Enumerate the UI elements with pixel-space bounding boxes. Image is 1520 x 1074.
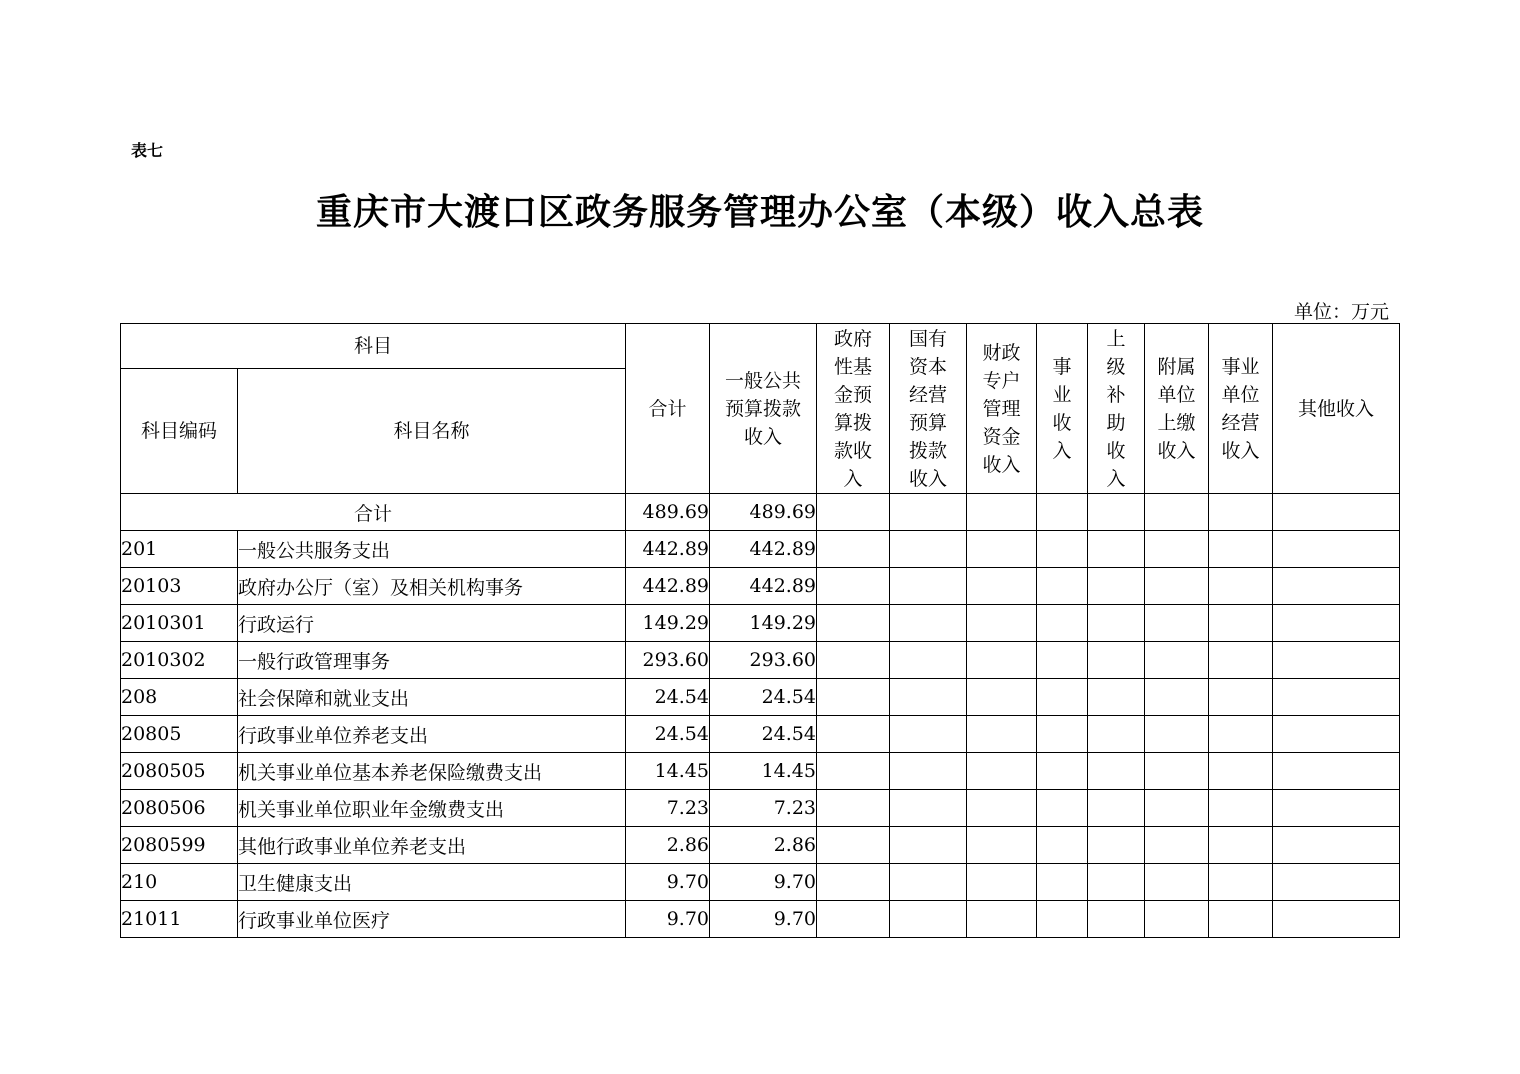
empty-cell: [1145, 753, 1209, 790]
row-code: 2080505: [121, 753, 238, 790]
empty-cell: [1088, 864, 1145, 901]
empty-cell: [817, 642, 890, 679]
row-general: 24.54: [710, 716, 817, 753]
table-row: [121, 864, 1400, 901]
empty-cell: [890, 827, 967, 864]
row-general: 9.70: [710, 901, 817, 938]
row-code: 2080599: [121, 827, 238, 864]
header-other: 其他收入: [1273, 324, 1400, 494]
empty-cell: [1037, 642, 1088, 679]
row-total: 9.70: [626, 864, 710, 901]
empty-cell: [967, 679, 1037, 716]
empty-cell: [1145, 568, 1209, 605]
row-total: 9.70: [626, 901, 710, 938]
header-business-income: 事 业 收 入: [1037, 324, 1088, 494]
empty-cell: [1209, 679, 1273, 716]
row-code: 2080506: [121, 790, 238, 827]
empty-cell: [1088, 753, 1145, 790]
header-state-capital: 国有 资本 经营 预算 拨款 收入: [890, 324, 967, 494]
empty-cell: [1037, 753, 1088, 790]
empty-cell: [817, 716, 890, 753]
row-total: 442.89: [626, 568, 710, 605]
empty-cell: [1209, 605, 1273, 642]
table-row: [121, 901, 1400, 938]
empty-cell: [1209, 901, 1273, 938]
empty-cell: [967, 790, 1037, 827]
empty-cell: [967, 827, 1037, 864]
table-row: [121, 605, 1400, 642]
table-number: 表七: [131, 141, 164, 160]
table-row: [121, 531, 1400, 568]
empty-cell: [1145, 790, 1209, 827]
header-general-budget: 一般公共 预算拨款 收入: [710, 324, 817, 494]
empty-cell: [1037, 716, 1088, 753]
empty-cell: [1145, 605, 1209, 642]
row-name: 机关事业单位职业年金缴费支出: [238, 790, 626, 827]
empty-cell: [1273, 568, 1400, 605]
row-code: 201: [121, 531, 238, 568]
row-general: 7.23: [710, 790, 817, 827]
row-code: 2010302: [121, 642, 238, 679]
total-label: 合计: [121, 494, 626, 531]
total-value: 489.69: [626, 494, 710, 531]
empty-cell: [1273, 901, 1400, 938]
empty-cell: [1037, 531, 1088, 568]
empty-cell: [1273, 827, 1400, 864]
empty-cell: [1088, 568, 1145, 605]
empty-cell: [967, 531, 1037, 568]
empty-cell: [1037, 568, 1088, 605]
unit-label: 单位：万元: [1293, 301, 1389, 323]
row-name: 政府办公厅（室）及相关机构事务: [238, 568, 626, 605]
empty-cell: [1145, 716, 1209, 753]
row-general: 14.45: [710, 753, 817, 790]
row-name: 一般行政管理事务: [238, 642, 626, 679]
row-total: 24.54: [626, 716, 710, 753]
row-total: 293.60: [626, 642, 710, 679]
empty-cell: [890, 568, 967, 605]
empty-cell: [1145, 642, 1209, 679]
row-code: 20103: [121, 568, 238, 605]
empty-cell: [967, 901, 1037, 938]
row-name: 行政事业单位养老支出: [238, 716, 626, 753]
row-general: 2.86: [710, 827, 817, 864]
empty-cell: [967, 753, 1037, 790]
empty-cell: [1209, 864, 1273, 901]
empty-cell: [1145, 827, 1209, 864]
empty-cell: [890, 753, 967, 790]
header-total: 合计: [626, 324, 710, 494]
table-row: [121, 753, 1400, 790]
empty-cell: [817, 679, 890, 716]
table-row: [121, 642, 1400, 679]
row-name: 机关事业单位基本养老保险缴费支出: [238, 753, 626, 790]
empty-cell: [817, 753, 890, 790]
empty-cell: [1088, 790, 1145, 827]
empty-cell: [1088, 679, 1145, 716]
row-general: 149.29: [710, 605, 817, 642]
header-subject: 科目: [121, 324, 626, 369]
header-operating: 事业 单位 经营 收入: [1209, 324, 1273, 494]
empty-cell: [1209, 568, 1273, 605]
row-code: 20805: [121, 716, 238, 753]
total-general-value: 489.69: [710, 494, 817, 531]
empty-cell: [890, 864, 967, 901]
row-total: 149.29: [626, 605, 710, 642]
header-name: 科目名称: [238, 369, 626, 494]
table-row: [121, 827, 1400, 864]
empty-cell: [817, 864, 890, 901]
table-row: [121, 790, 1400, 827]
empty-cell: [1088, 716, 1145, 753]
empty-cell: [1273, 790, 1400, 827]
empty-cell: [1037, 605, 1088, 642]
empty-cell: [967, 568, 1037, 605]
empty-cell: [817, 605, 890, 642]
row-code: 21011: [121, 901, 238, 938]
table-row: [121, 568, 1400, 605]
row-total: 7.23: [626, 790, 710, 827]
empty-cell: [1145, 901, 1209, 938]
row-name: 社会保障和就业支出: [238, 679, 626, 716]
empty-cell: [890, 679, 967, 716]
empty-cell: [1145, 531, 1209, 568]
empty-cell: [817, 568, 890, 605]
empty-cell: [1037, 827, 1088, 864]
empty-cell: [967, 864, 1037, 901]
row-total: 14.45: [626, 753, 710, 790]
empty-cell: [967, 716, 1037, 753]
empty-cell: [890, 716, 967, 753]
row-general: 442.89: [710, 568, 817, 605]
empty-cell: [1273, 753, 1400, 790]
row-general: 9.70: [710, 864, 817, 901]
row-name: 一般公共服务支出: [238, 531, 626, 568]
empty-cell: [1145, 864, 1209, 901]
row-name: 其他行政事业单位养老支出: [238, 827, 626, 864]
row-code: 2010301: [121, 605, 238, 642]
page-title: 重庆市大渡口区政务服务管理办公室（本级）收入总表: [315, 192, 1204, 233]
header-gov-fund: 政府 性基 金预 算拨 款收 入: [817, 324, 890, 494]
empty-cell: [1088, 605, 1145, 642]
empty-cell: [1209, 827, 1273, 864]
income-summary-table: [120, 323, 1400, 938]
empty-cell: [1037, 790, 1088, 827]
empty-cell: [817, 790, 890, 827]
row-name: 行政运行: [238, 605, 626, 642]
empty-cell: [1209, 642, 1273, 679]
row-name: 卫生健康支出: [238, 864, 626, 901]
empty-cell: [1273, 679, 1400, 716]
empty-cell: [1037, 901, 1088, 938]
row-total: 2.86: [626, 827, 710, 864]
empty-cell: [1273, 864, 1400, 901]
empty-cell: [1273, 531, 1400, 568]
row-code: 210: [121, 864, 238, 901]
empty-cell: [1037, 679, 1088, 716]
empty-cell: [817, 901, 890, 938]
row-general: 293.60: [710, 642, 817, 679]
empty-cell: [1088, 827, 1145, 864]
row-total: 442.89: [626, 531, 710, 568]
empty-cell: [890, 901, 967, 938]
empty-cell: [1209, 790, 1273, 827]
empty-cell: [1145, 679, 1209, 716]
empty-cell: [890, 642, 967, 679]
header-fiscal-special: 财政 专户 管理 资金 收入: [967, 324, 1037, 494]
empty-cell: [890, 605, 967, 642]
row-total: 24.54: [626, 679, 710, 716]
empty-cell: [967, 642, 1037, 679]
empty-cell: [817, 531, 890, 568]
row-code: 208: [121, 679, 238, 716]
empty-cell: [1209, 531, 1273, 568]
header-affiliated: 附属 单位 上缴 收入: [1145, 324, 1209, 494]
row-general: 442.89: [710, 531, 817, 568]
empty-cell: [1209, 753, 1273, 790]
empty-cell: [1273, 716, 1400, 753]
empty-cell: [1088, 642, 1145, 679]
total-row: [121, 494, 1400, 531]
header-superior-subsidy: 上 级 补 助 收 入: [1088, 324, 1145, 494]
empty-cell: [1037, 864, 1088, 901]
empty-cell: [890, 790, 967, 827]
empty-cell: [1088, 901, 1145, 938]
empty-cell: [1088, 531, 1145, 568]
empty-cell: [967, 605, 1037, 642]
empty-cell: [1209, 716, 1273, 753]
table-row: [121, 716, 1400, 753]
header-code: 科目编码: [121, 369, 238, 494]
table-row: [121, 679, 1400, 716]
empty-cell: [1273, 642, 1400, 679]
row-general: 24.54: [710, 679, 817, 716]
empty-cell: [1273, 605, 1400, 642]
empty-cell: [890, 531, 967, 568]
row-name: 行政事业单位医疗: [238, 901, 626, 938]
empty-cell: [817, 827, 890, 864]
